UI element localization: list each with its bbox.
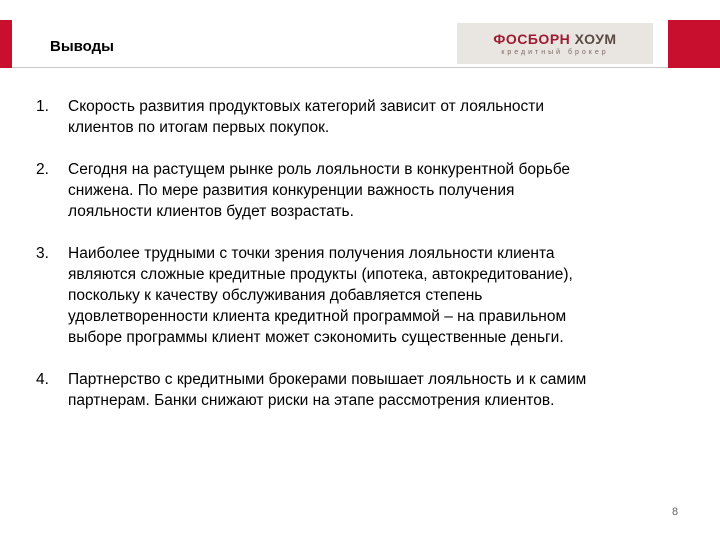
list-item-number: 2. bbox=[36, 161, 49, 178]
list-item-text: Сегодня на растущем рынке роль лояльности в конкурентной борьбе снижена. По мере развития конкуренции важность получения лояльности клиентов будет возрастать. bbox=[68, 161, 571, 220]
left-accent-bar bbox=[0, 20, 12, 68]
list-item-text: Наиболее трудными с точки зрения получения лояльности клиента являются сложные кредитные продукты (ипотека, автокредитование), поскольку к качеству обслуживания добавляется степень удовлетворенности клиента кредитной программой – на правильном выборе программы клиент может сэкономить существенные деньги. bbox=[68, 245, 573, 346]
list-item bbox=[36, 96, 596, 138]
list-item bbox=[36, 159, 596, 222]
logo-name-part1: ФОСБОРН bbox=[493, 31, 571, 47]
logo-subtitle: кредитный брокер bbox=[501, 49, 609, 56]
header-divider bbox=[12, 67, 708, 68]
list-item bbox=[36, 243, 596, 348]
list-item-number: 1. bbox=[36, 98, 49, 115]
company-logo bbox=[457, 23, 653, 64]
page-number: 8 bbox=[671, 506, 679, 518]
list-item-text: Партнерство с кредитными брокерами повышает лояльность и к самим партнерам. Банки снижают риски на этапе рассмотрения клиентов. bbox=[68, 371, 587, 409]
list-item-number: 4. bbox=[36, 371, 49, 388]
right-accent-bar bbox=[668, 20, 720, 68]
list-item bbox=[36, 369, 596, 411]
list-item-text: Скорость развития продуктовых категорий зависит от лояльности клиентов по итогам первых покупок. bbox=[68, 98, 545, 136]
page-title: Выводы bbox=[50, 38, 114, 55]
conclusions-list bbox=[36, 96, 596, 411]
logo-name-part2: ХОУМ bbox=[574, 31, 617, 47]
list-item-number: 3. bbox=[36, 245, 49, 262]
logo-name bbox=[457, 31, 653, 47]
